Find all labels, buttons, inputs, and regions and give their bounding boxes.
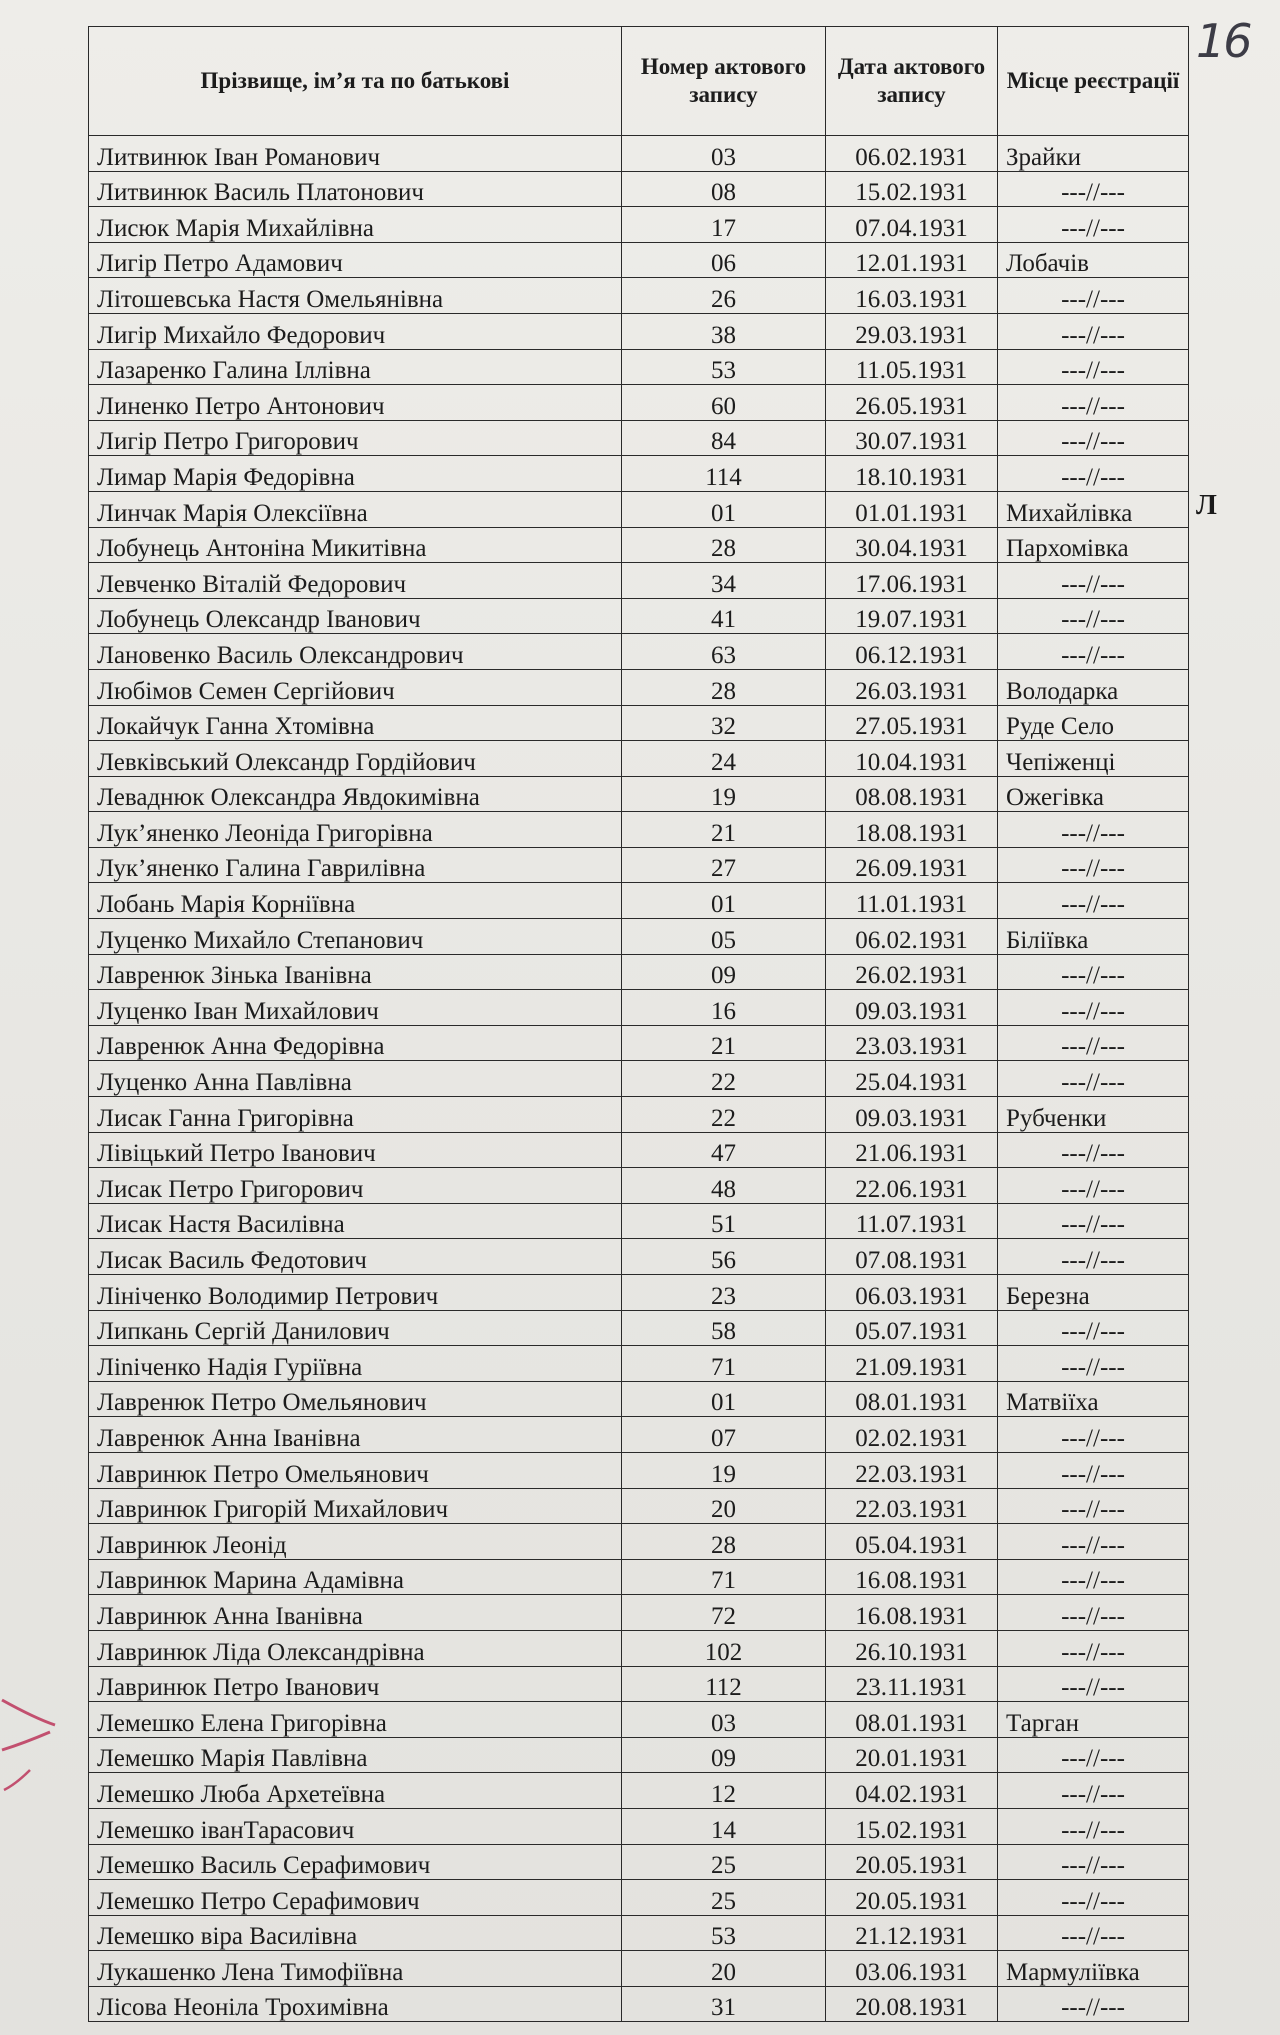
table-row (89, 990, 1189, 1026)
cell-name: Лавренюк Петро Омельянович (89, 1381, 622, 1417)
cell-name: Лисюк Марія Михайлівна (89, 207, 622, 243)
cell-name: Лобунець Антоніна Микитівна (89, 527, 622, 563)
cell-record-number: 28 (622, 1524, 826, 1560)
cell-record-number: 38 (622, 313, 826, 349)
cell-record-number: 114 (622, 456, 826, 492)
table-row (89, 1381, 1189, 1417)
cell-record-date: 22.03.1931 (826, 1452, 998, 1488)
cell-record-number: 19 (622, 1452, 826, 1488)
cell-record-number: 03 (622, 136, 826, 172)
cell-name: Лавринюк Ліда Олександрівна (89, 1630, 622, 1666)
cell-place: ---//--- (998, 1025, 1189, 1061)
table-row (89, 1132, 1189, 1168)
cell-record-number: 25 (622, 1880, 826, 1916)
cell-record-date: 18.10.1931 (826, 456, 998, 492)
cell-name: Леваднюк Олександра Явдокимівна (89, 776, 622, 812)
cell-record-date: 18.08.1931 (826, 812, 998, 848)
cell-record-number: 22 (622, 1061, 826, 1097)
cell-name: Липкань Сергій Данилович (89, 1310, 622, 1346)
cell-record-number: 31 (622, 1986, 826, 2022)
cell-record-number: 23 (622, 1275, 826, 1311)
cell-record-number: 28 (622, 669, 826, 705)
cell-name: Лигір Петро Григорович (89, 420, 622, 456)
cell-place: Тарган (998, 1702, 1189, 1738)
cell-record-date: 30.07.1931 (826, 420, 998, 456)
table-row (89, 349, 1189, 385)
cell-place: Пархомівка (998, 527, 1189, 563)
red-pen-mark (0, 1690, 60, 1810)
cell-record-date: 26.05.1931 (826, 385, 998, 421)
cell-place: ---//--- (998, 456, 1189, 492)
cell-place: ---//--- (998, 1239, 1189, 1275)
cell-place: Біліївка (998, 919, 1189, 955)
cell-record-date: 08.01.1931 (826, 1702, 998, 1738)
cell-record-number: 112 (622, 1666, 826, 1702)
cell-record-date: 20.05.1931 (826, 1880, 998, 1916)
cell-place: ---//--- (998, 1737, 1189, 1773)
cell-name: Лавринюк Леонід (89, 1524, 622, 1560)
table-row (89, 669, 1189, 705)
cell-name: Лемешко іванТарасович (89, 1808, 622, 1844)
cell-record-date: 21.06.1931 (826, 1132, 998, 1168)
table-row (89, 919, 1189, 955)
cell-record-number: 06 (622, 242, 826, 278)
cell-place: ---//--- (998, 1310, 1189, 1346)
table-row (89, 812, 1189, 848)
cell-place: Зрайки (998, 136, 1189, 172)
cell-record-date: 04.02.1931 (826, 1773, 998, 1809)
table-row (89, 563, 1189, 599)
cell-name: Лигір Михайло Федорович (89, 313, 622, 349)
cell-record-number: 32 (622, 705, 826, 741)
header-name: Прізвище, ім’я та по батькові (89, 27, 622, 136)
table-row (89, 1061, 1189, 1097)
cell-place: ---//--- (998, 847, 1189, 883)
cell-record-number: 24 (622, 741, 826, 777)
cell-record-date: 19.07.1931 (826, 598, 998, 634)
cell-place: Лобачів (998, 242, 1189, 278)
cell-record-number: 12 (622, 1773, 826, 1809)
cell-name: Лановенко Василь Олександрович (89, 634, 622, 670)
cell-record-date: 20.01.1931 (826, 1737, 998, 1773)
cell-record-date: 15.02.1931 (826, 1808, 998, 1844)
cell-name: Лисак Ганна Григорівна (89, 1097, 622, 1133)
cell-record-number: 01 (622, 1381, 826, 1417)
cell-place: ---//--- (998, 1417, 1189, 1453)
table-row (89, 207, 1189, 243)
cell-record-date: 21.12.1931 (826, 1915, 998, 1951)
cell-name: Лисак Василь Федотович (89, 1239, 622, 1275)
cell-place: ---//--- (998, 349, 1189, 385)
cell-place: ---//--- (998, 812, 1189, 848)
cell-record-date: 09.03.1931 (826, 990, 998, 1026)
table-row (89, 1275, 1189, 1311)
cell-record-number: 47 (622, 1132, 826, 1168)
cell-record-date: 02.02.1931 (826, 1417, 998, 1453)
table-row (89, 1097, 1189, 1133)
table-row (89, 1773, 1189, 1809)
cell-record-number: 53 (622, 1915, 826, 1951)
cell-record-number: 26 (622, 278, 826, 314)
cell-record-number: 14 (622, 1808, 826, 1844)
cell-name: Лисак Петро Григорович (89, 1168, 622, 1204)
cell-name: Литвинюк Іван Романович (89, 136, 622, 172)
cell-place: ---//--- (998, 1061, 1189, 1097)
cell-record-number: 63 (622, 634, 826, 670)
cell-record-date: 22.03.1931 (826, 1488, 998, 1524)
cell-name: Лимар Марія Федорівна (89, 456, 622, 492)
table-row (89, 1239, 1189, 1275)
cell-place: ---//--- (998, 1630, 1189, 1666)
table-row (89, 705, 1189, 741)
cell-record-number: 05 (622, 919, 826, 955)
cell-place: ---//--- (998, 1773, 1189, 1809)
cell-name: Лазаренко Галина Іллівна (89, 349, 622, 385)
cell-record-number: 09 (622, 954, 826, 990)
cell-record-date: 05.04.1931 (826, 1524, 998, 1560)
section-letter: Л (1196, 490, 1217, 521)
cell-name: Лісова Неоніла Трохимівна (89, 1986, 622, 2022)
table-row (89, 776, 1189, 812)
cell-name: Локайчук Ганна Хтомівна (89, 705, 622, 741)
cell-record-number: 22 (622, 1097, 826, 1133)
cell-name: Лавренюк Анна Іванівна (89, 1417, 622, 1453)
cell-record-number: 71 (622, 1346, 826, 1382)
cell-record-number: 51 (622, 1203, 826, 1239)
cell-name: Линчак Марія Олексіївна (89, 491, 622, 527)
cell-record-date: 07.08.1931 (826, 1239, 998, 1275)
table-row (89, 954, 1189, 990)
table-row (89, 491, 1189, 527)
cell-record-date: 23.03.1931 (826, 1025, 998, 1061)
cell-place: ---//--- (998, 1168, 1189, 1204)
table-row (89, 598, 1189, 634)
table-row (89, 1524, 1189, 1560)
cell-place: ---//--- (998, 1524, 1189, 1560)
cell-record-date: 05.07.1931 (826, 1310, 998, 1346)
header-place: Місце реєстрації (998, 27, 1189, 136)
cell-place: ---//--- (998, 1844, 1189, 1880)
cell-record-number: 21 (622, 1025, 826, 1061)
cell-place: Ожегівка (998, 776, 1189, 812)
table-row (89, 1417, 1189, 1453)
cell-name: Лемешко Люба Архетеївна (89, 1773, 622, 1809)
cell-name: Ліniченко Надія Гуріївна (89, 1346, 622, 1382)
table-body (89, 136, 1189, 2022)
cell-place: Михайлівка (998, 491, 1189, 527)
cell-name: Лисак Настя Василівна (89, 1203, 622, 1239)
cell-name: Лівіцький Петро Іванович (89, 1132, 622, 1168)
cell-record-date: 06.03.1931 (826, 1275, 998, 1311)
cell-record-date: 10.04.1931 (826, 741, 998, 777)
table-row (89, 1702, 1189, 1738)
cell-place: ---//--- (998, 171, 1189, 207)
cell-record-number: 16 (622, 990, 826, 1026)
cell-name: Лемешко Петро Серафимович (89, 1880, 622, 1916)
cell-name: Лемешко віра Василівна (89, 1915, 622, 1951)
cell-record-date: 06.12.1931 (826, 634, 998, 670)
cell-place: Березна (998, 1275, 1189, 1311)
table-row (89, 1915, 1189, 1951)
cell-place: ---//--- (998, 1488, 1189, 1524)
cell-record-date: 20.08.1931 (826, 1986, 998, 2022)
table-row (89, 1310, 1189, 1346)
table-header-row (89, 27, 1189, 136)
header-record-number: Номер актового запису (622, 27, 826, 136)
cell-name: Лавринюк Анна Іванівна (89, 1595, 622, 1631)
table-row (89, 634, 1189, 670)
cell-record-number: 03 (622, 1702, 826, 1738)
cell-name: Лавринюк Петро Омельянович (89, 1452, 622, 1488)
cell-record-date: 26.10.1931 (826, 1630, 998, 1666)
cell-record-number: 60 (622, 385, 826, 421)
cell-name: Левківський Олександр Гордійович (89, 741, 622, 777)
table-row (89, 1203, 1189, 1239)
cell-name: Лавринюк Марина Адамівна (89, 1559, 622, 1595)
table-row (89, 1630, 1189, 1666)
cell-place: ---//--- (998, 634, 1189, 670)
cell-record-number: 20 (622, 1488, 826, 1524)
cell-record-date: 12.01.1931 (826, 242, 998, 278)
cell-record-date: 16.08.1931 (826, 1595, 998, 1631)
cell-record-date: 17.06.1931 (826, 563, 998, 599)
cell-record-date: 16.08.1931 (826, 1559, 998, 1595)
cell-place: ---//--- (998, 1203, 1189, 1239)
table-row (89, 527, 1189, 563)
cell-record-date: 25.04.1931 (826, 1061, 998, 1097)
cell-place: ---//--- (998, 883, 1189, 919)
cell-place: ---//--- (998, 207, 1189, 243)
table-row (89, 242, 1189, 278)
cell-record-number: 71 (622, 1559, 826, 1595)
cell-name: Левченко Віталій Федорович (89, 563, 622, 599)
table-row (89, 456, 1189, 492)
cell-record-number: 53 (622, 349, 826, 385)
cell-place: ---//--- (998, 598, 1189, 634)
cell-name: Лук’яненко Леоніда Григорівна (89, 812, 622, 848)
cell-place: ---//--- (998, 1595, 1189, 1631)
table-row (89, 1844, 1189, 1880)
cell-record-number: 28 (622, 527, 826, 563)
cell-record-number: 09 (622, 1737, 826, 1773)
cell-record-number: 84 (622, 420, 826, 456)
cell-place: Чепіженці (998, 741, 1189, 777)
cell-name: Луценко Михайло Степанович (89, 919, 622, 955)
cell-record-number: 17 (622, 207, 826, 243)
cell-name: Любімов Семен Сергійович (89, 669, 622, 705)
cell-name: Лавренюк Зінька Іванівна (89, 954, 622, 990)
cell-record-number: 41 (622, 598, 826, 634)
table-row (89, 420, 1189, 456)
cell-name: Линенко Петро Антонович (89, 385, 622, 421)
cell-place: ---//--- (998, 1808, 1189, 1844)
cell-place: ---//--- (998, 1915, 1189, 1951)
cell-name: Лигір Петро Адамович (89, 242, 622, 278)
cell-place: ---//--- (998, 313, 1189, 349)
cell-name: Лемешко Марія Павлівна (89, 1737, 622, 1773)
cell-record-date: 11.05.1931 (826, 349, 998, 385)
cell-record-date: 15.02.1931 (826, 171, 998, 207)
cell-record-number: 08 (622, 171, 826, 207)
cell-record-date: 26.02.1931 (826, 954, 998, 990)
table-row (89, 1737, 1189, 1773)
table-row (89, 1808, 1189, 1844)
header-record-date: Дата актового запису (826, 27, 998, 136)
cell-record-date: 11.01.1931 (826, 883, 998, 919)
cell-record-date: 22.06.1931 (826, 1168, 998, 1204)
table-row (89, 741, 1189, 777)
cell-place: ---//--- (998, 420, 1189, 456)
cell-place: ---//--- (998, 563, 1189, 599)
cell-place: ---//--- (998, 954, 1189, 990)
cell-record-date: 23.11.1931 (826, 1666, 998, 1702)
cell-name: Лемешко Елена Григорівна (89, 1702, 622, 1738)
table-row (89, 171, 1189, 207)
cell-record-date: 09.03.1931 (826, 1097, 998, 1133)
cell-record-number: 19 (622, 776, 826, 812)
cell-record-date: 08.01.1931 (826, 1381, 998, 1417)
cell-record-number: 20 (622, 1951, 826, 1987)
cell-name: Літошевська Настя Омельянівна (89, 278, 622, 314)
table-row (89, 1986, 1189, 2022)
cell-name: Лініченко Володимир Петрович (89, 1275, 622, 1311)
cell-place: Руде Село (998, 705, 1189, 741)
cell-record-date: 27.05.1931 (826, 705, 998, 741)
table-row (89, 1595, 1189, 1631)
cell-name: Лавринюк Григорій Михайлович (89, 1488, 622, 1524)
cell-name: Лобань Марія Корніївна (89, 883, 622, 919)
cell-record-number: 21 (622, 812, 826, 848)
cell-name: Лавринюк Петро Іванович (89, 1666, 622, 1702)
table-row (89, 1346, 1189, 1382)
table-row (89, 1880, 1189, 1916)
cell-record-number: 48 (622, 1168, 826, 1204)
cell-record-date: 08.08.1931 (826, 776, 998, 812)
cell-record-date: 01.01.1931 (826, 491, 998, 527)
table-row (89, 1559, 1189, 1595)
table-row (89, 313, 1189, 349)
cell-record-date: 16.03.1931 (826, 278, 998, 314)
cell-place: ---//--- (998, 1346, 1189, 1382)
cell-record-number: 102 (622, 1630, 826, 1666)
table-row (89, 1666, 1189, 1702)
cell-place: ---//--- (998, 1986, 1189, 2022)
cell-record-number: 72 (622, 1595, 826, 1631)
cell-place: ---//--- (998, 278, 1189, 314)
cell-record-date: 26.09.1931 (826, 847, 998, 883)
cell-record-date: 11.07.1931 (826, 1203, 998, 1239)
cell-name: Лемешко Василь Серафимович (89, 1844, 622, 1880)
cell-place: ---//--- (998, 385, 1189, 421)
table-row (89, 1025, 1189, 1061)
cell-place: ---//--- (998, 1452, 1189, 1488)
table-row (89, 847, 1189, 883)
table-row (89, 1452, 1189, 1488)
cell-name: Луценко Іван Михайлович (89, 990, 622, 1026)
cell-place: Мармуліївка (998, 1951, 1189, 1987)
cell-record-number: 56 (622, 1239, 826, 1275)
cell-place: Матвіїха (998, 1381, 1189, 1417)
cell-name: Литвинюк Василь Платонович (89, 171, 622, 207)
cell-record-number: 01 (622, 883, 826, 919)
cell-place: ---//--- (998, 1559, 1189, 1595)
handwritten-page-number: 16 (1196, 14, 1251, 68)
cell-place: ---//--- (998, 990, 1189, 1026)
cell-name: Луценко Анна Павлівна (89, 1061, 622, 1097)
cell-record-date: 21.09.1931 (826, 1346, 998, 1382)
table-row (89, 1951, 1189, 1987)
cell-record-date: 06.02.1931 (826, 136, 998, 172)
cell-record-number: 58 (622, 1310, 826, 1346)
cell-place: Володарка (998, 669, 1189, 705)
cell-place: ---//--- (998, 1132, 1189, 1168)
table-row (89, 278, 1189, 314)
cell-record-number: 25 (622, 1844, 826, 1880)
cell-place: ---//--- (998, 1880, 1189, 1916)
cell-name: Лавренюк Анна Федорівна (89, 1025, 622, 1061)
cell-record-number: 07 (622, 1417, 826, 1453)
cell-record-date: 30.04.1931 (826, 527, 998, 563)
table-row (89, 883, 1189, 919)
cell-name: Лук’яненко Галина Гаврилівна (89, 847, 622, 883)
cell-record-number: 34 (622, 563, 826, 599)
cell-record-date: 07.04.1931 (826, 207, 998, 243)
cell-record-number: 27 (622, 847, 826, 883)
cell-place: ---//--- (998, 1666, 1189, 1702)
cell-record-date: 29.03.1931 (826, 313, 998, 349)
table-row (89, 1168, 1189, 1204)
table-row (89, 385, 1189, 421)
cell-name: Лукашенко Лена Тимофіївна (89, 1951, 622, 1987)
cell-record-date: 03.06.1931 (826, 1951, 998, 1987)
cell-record-date: 20.05.1931 (826, 1844, 998, 1880)
table-row (89, 1488, 1189, 1524)
cell-record-date: 06.02.1931 (826, 919, 998, 955)
cell-place: Рубченки (998, 1097, 1189, 1133)
cell-record-date: 26.03.1931 (826, 669, 998, 705)
cell-record-number: 01 (622, 491, 826, 527)
cell-name: Лобунець Олександр Іванович (89, 598, 622, 634)
registry-table (88, 26, 1189, 2022)
table-row (89, 136, 1189, 172)
